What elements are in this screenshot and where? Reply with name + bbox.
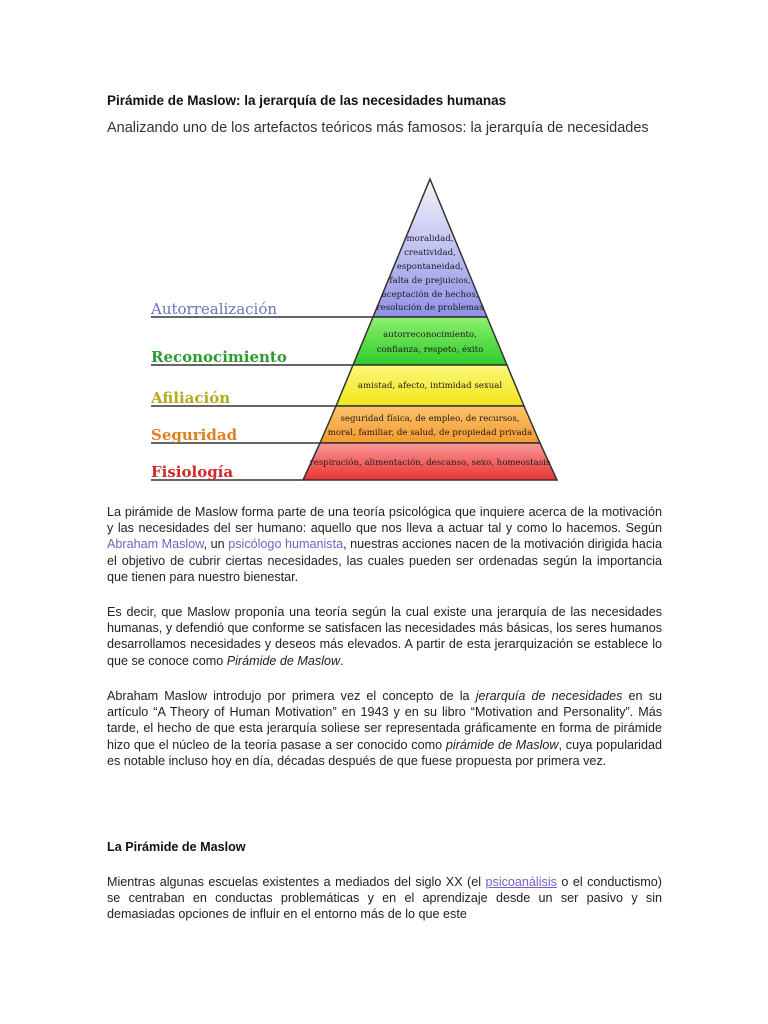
- paragraph-3: [107, 688, 662, 769]
- level-desc-seguridad-1: seguridad física, de empleo, de recursos,: [340, 414, 520, 424]
- level-label-seguridad: Seguridad: [151, 426, 238, 444]
- paragraph-1-text-b: , un: [203, 537, 229, 552]
- level-band-reconocimiento: [353, 317, 507, 365]
- document-subtitle: Analizando uno de los artefactos teóricos más famosos: la jerarquía de necesidades: [107, 120, 649, 136]
- paragraph-2: [107, 604, 662, 669]
- link-abraham-maslow[interactable]: Abraham Maslow: [107, 537, 204, 552]
- level-desc-autorrealizacion-1: moralidad,: [406, 234, 454, 244]
- level-label-reconocimiento: Reconocimiento: [151, 348, 287, 366]
- paragraph-3-emphasis-1: jerarquía de necesidades: [475, 689, 623, 703]
- level-desc-afiliacion-1: amistad, afecto, intimidad sexual: [357, 381, 503, 391]
- paragraph-1-text-c: , nuestras acciones nacen de la motivación dirigida hacia el objetivo de cubrir ciertas necesidades, las cuales pueden ser ordenadas según la importancia que tienen para nuestro bienestar.: [107, 537, 662, 584]
- level-desc-autorrealizacion-5: aceptación de hechos,: [381, 290, 479, 300]
- paragraph-1: [107, 504, 662, 585]
- link-psicoanalisis[interactable]: psicoanálisis: [485, 875, 557, 889]
- link-psicologo-humanista[interactable]: psicólogo humanista: [228, 537, 344, 552]
- paragraph-3-text-a: Abraham Maslow introdujo por primera vez el concepto de la: [107, 689, 476, 703]
- level-desc-autorrealizacion-3: espontaneidad,: [396, 262, 464, 272]
- paragraph-4-text-a: Mientras algunas escuelas existentes a mediados del siglo XX (el: [107, 875, 486, 889]
- document-title: Pirámide de Maslow: la jerarquía de las necesidades humanas: [107, 93, 507, 108]
- level-desc-seguridad-2: moral, familiar, de salud, de propiedad privada: [327, 428, 533, 438]
- paragraph-1-text-a: La pirámide de Maslow forma parte de una teoría psicológica que inquiere acerca de la motivación y las necesidades del ser humano: aquello que nos lleva a actuar tal y como lo hacemos. Según: [107, 505, 662, 536]
- paragraph-2-emphasis: Pirámide de Maslow: [226, 653, 341, 668]
- paragraph-2-text-b: .: [340, 653, 344, 668]
- paragraph-4-text-b: o el conductismo) se centraban en conductas problemáticas y en el aprendizaje desde un ser pasivo y sin demasiadas opciones de influir en el entorno más de lo que este: [107, 875, 662, 922]
- paragraph-4: [107, 874, 662, 923]
- level-desc-autorrealizacion-6: resolución de problemas: [376, 303, 484, 313]
- level-desc-autorrealizacion-4: falta de prejuicios,: [389, 276, 471, 286]
- paragraph-3-text-c: , cuya popularidad es notable incluso hoy en día, décadas después de que fuese propuesta por primera vez.: [107, 737, 662, 768]
- paragraph-3-emphasis-2: pirámide de Maslow: [445, 737, 559, 752]
- maslow-pyramid-svg: [145, 175, 605, 490]
- level-desc-autorrealizacion-2: creatividad,: [404, 248, 456, 258]
- paragraph-3-text-b: en su artículo “A Theory of Human Motivation” en 1943 y en su libro “Motivation and Personality”. Más tarde, el hecho de que esta jerarquía soliese ser representada gráficamente en forma de pirámide hizo que el núcleo de la teoría pasase a ser conocido como: [107, 689, 662, 752]
- level-desc-fisiologia-1: respiración, alimentación, descanso, sexo, homeostasis: [309, 458, 551, 468]
- level-label-autorrealizacion: Autorrealización: [151, 300, 278, 318]
- section-heading: La Pirámide de Maslow: [107, 840, 246, 854]
- level-desc-reconocimiento-2: confianza, respeto, éxito: [376, 345, 484, 355]
- maslow-pyramid-figure: [145, 175, 605, 490]
- level-label-afiliacion: Afiliación: [151, 389, 231, 407]
- paragraph-2-text-a: Es decir, que Maslow proponía una teoría según la cual existe una jerarquía de las necesidades humanas, y defendió que conforme se satisfacen las necesidades más básicas, los seres humanos desarrollamos necesidades y deseos más elevados. A partir de esta jerarquización se establece lo que se conoce como: [107, 605, 662, 668]
- level-label-fisiologia: Fisiología: [151, 463, 234, 481]
- level-desc-reconocimiento-1: autorreconocimiento,: [383, 330, 477, 340]
